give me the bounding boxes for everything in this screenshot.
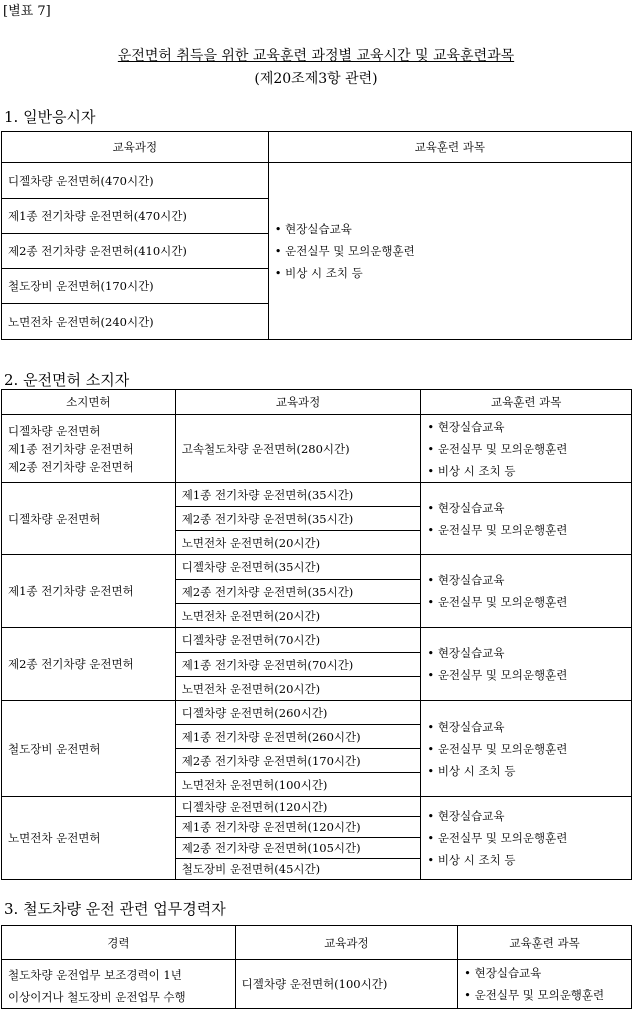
subject-cell bbox=[421, 797, 632, 880]
license-cell: 제1종 전기차량 운전면허 bbox=[2, 555, 176, 628]
col-header-course: 교육과정 bbox=[235, 926, 458, 960]
subject-item: • 현장실습교육 bbox=[427, 569, 631, 591]
subject-item: • 현장실습교육 bbox=[427, 416, 631, 438]
subject-item: • 현장실습교육 bbox=[427, 642, 631, 664]
subject-item: • 운전실무 및 모의운행훈련 bbox=[275, 240, 631, 262]
course-cell: 디젤차량 운전면허(470시간) bbox=[2, 163, 269, 199]
course-cell: 제2종 전기차량 운전면허(35시간) bbox=[175, 580, 421, 604]
course-cell: 디젤차량 운전면허(120시간) bbox=[175, 797, 421, 817]
col-header-subject: 교육훈련 과목 bbox=[268, 132, 631, 163]
course-cell: 철도장비 운전면허(170시간) bbox=[2, 269, 269, 304]
course-cell: 제1종 전기차량 운전면허(35시간) bbox=[175, 483, 421, 507]
subject-cell bbox=[421, 701, 632, 797]
course-cell: 제1종 전기차량 운전면허(120시간) bbox=[175, 817, 421, 838]
subject-item: • 운전실무 및 모의운행훈련 bbox=[427, 591, 631, 613]
course-cell: 고속철도차량 운전면허(280시간) bbox=[175, 415, 421, 483]
course-cell: 노면전차 운전면허(20시간) bbox=[175, 531, 421, 555]
course-cell: 철도장비 운전면허(45시간) bbox=[175, 859, 421, 880]
subject-item: • 현장실습교육 bbox=[427, 716, 631, 738]
course-cell: 디젤차량 운전면허(70시간) bbox=[175, 628, 421, 653]
course-cell: 제1종 전기차량 운전면허(260시간) bbox=[175, 725, 421, 749]
course-cell: 노면전차 운전면허(20시간) bbox=[175, 604, 421, 628]
subject-item: • 운전실무 및 모의운행훈련 bbox=[427, 519, 631, 541]
license-cell: 철도장비 운전면허 bbox=[2, 701, 176, 797]
annex-tag: [별표 7] bbox=[3, 4, 51, 19]
subject-item: • 비상 시 조치 등 bbox=[427, 760, 631, 782]
col-header-career: 경력 bbox=[2, 926, 236, 960]
subject-item: • 현장실습교육 bbox=[427, 805, 631, 827]
subject-cell bbox=[268, 163, 631, 340]
subject-cell bbox=[421, 415, 632, 483]
license-cell: 제2종 전기차량 운전면허 bbox=[2, 628, 176, 701]
course-cell: 노면전차 운전면허(100시간) bbox=[175, 773, 421, 797]
subject-item: • 운전실무 및 모의운행훈련 bbox=[427, 827, 631, 849]
subject-cell bbox=[421, 483, 632, 555]
col-header-license: 소지면허 bbox=[2, 390, 176, 415]
subject-cell bbox=[421, 555, 632, 628]
subject-cell bbox=[421, 628, 632, 701]
col-header-subject: 교육훈련 과목 bbox=[458, 926, 632, 960]
subject-item: • 비상 시 조치 등 bbox=[427, 460, 631, 482]
col-header-subject: 교육훈련 과목 bbox=[421, 390, 632, 415]
section2-heading: 2. 운전면허 소지자 bbox=[4, 371, 130, 389]
section2-table bbox=[1, 389, 632, 880]
license-cell: 노면전차 운전면허 bbox=[2, 797, 176, 880]
col-header-course: 교육과정 bbox=[2, 132, 269, 163]
course-cell: 노면전차 운전면허(240시간) bbox=[2, 304, 269, 340]
document-subtitle: (제20조제3항 관련) bbox=[254, 71, 378, 87]
subject-cell bbox=[458, 960, 632, 1009]
subject-item: • 현장실습교육 bbox=[464, 962, 631, 984]
subject-item: • 비상 시 조치 등 bbox=[275, 262, 631, 284]
course-cell: 제2종 전기차량 운전면허(170시간) bbox=[175, 749, 421, 773]
course-cell: 디젤차량 운전면허(100시간) bbox=[235, 960, 458, 1009]
license-cell: 디젤차량 운전면허 bbox=[2, 483, 176, 555]
section3-heading: 3. 철도차량 운전 관련 업무경력자 bbox=[4, 900, 226, 918]
col-header-course: 교육과정 bbox=[175, 390, 421, 415]
career-cell: 철도차량 운전업무 보조경력이 1년 이상이거나 철도장비 운전업무 수행 bbox=[2, 960, 236, 1009]
section3-table bbox=[1, 925, 632, 1009]
course-cell: 디젤차량 운전면허(260시간) bbox=[175, 701, 421, 725]
section1-table bbox=[1, 131, 632, 340]
document-title: 운전면허 취득을 위한 교육훈련 과정별 교육시간 및 교육훈련과목 bbox=[117, 48, 515, 64]
subject-item: • 운전실무 및 모의운행훈련 bbox=[427, 664, 631, 686]
subject-item: • 현장실습교육 bbox=[275, 218, 631, 240]
course-cell: 노면전차 운전면허(20시간) bbox=[175, 677, 421, 701]
subject-list bbox=[275, 218, 631, 284]
subject-item: • 비상 시 조치 등 bbox=[427, 849, 631, 871]
course-cell: 제1종 전기차량 운전면허(70시간) bbox=[175, 653, 421, 677]
subject-item: • 운전실무 및 모의운행훈련 bbox=[464, 984, 631, 1006]
course-cell: 제1종 전기차량 운전면허(470시간) bbox=[2, 199, 269, 234]
course-cell: 제2종 전기차량 운전면허(35시간) bbox=[175, 507, 421, 531]
section1-heading: 1. 일반응시자 bbox=[4, 108, 96, 126]
course-cell: 제2종 전기차량 운전면허(105시간) bbox=[175, 838, 421, 859]
subject-item: • 현장실습교육 bbox=[427, 497, 631, 519]
subject-item: • 운전실무 및 모의운행훈련 bbox=[427, 738, 631, 760]
subject-item: • 운전실무 및 모의운행훈련 bbox=[427, 438, 631, 460]
course-cell: 디젤차량 운전면허(35시간) bbox=[175, 555, 421, 580]
license-cell: 디젤차량 운전면허 제1종 전기차량 운전면허 제2종 전기차량 운전면허 bbox=[2, 415, 176, 483]
course-cell: 제2종 전기차량 운전면허(410시간) bbox=[2, 234, 269, 269]
